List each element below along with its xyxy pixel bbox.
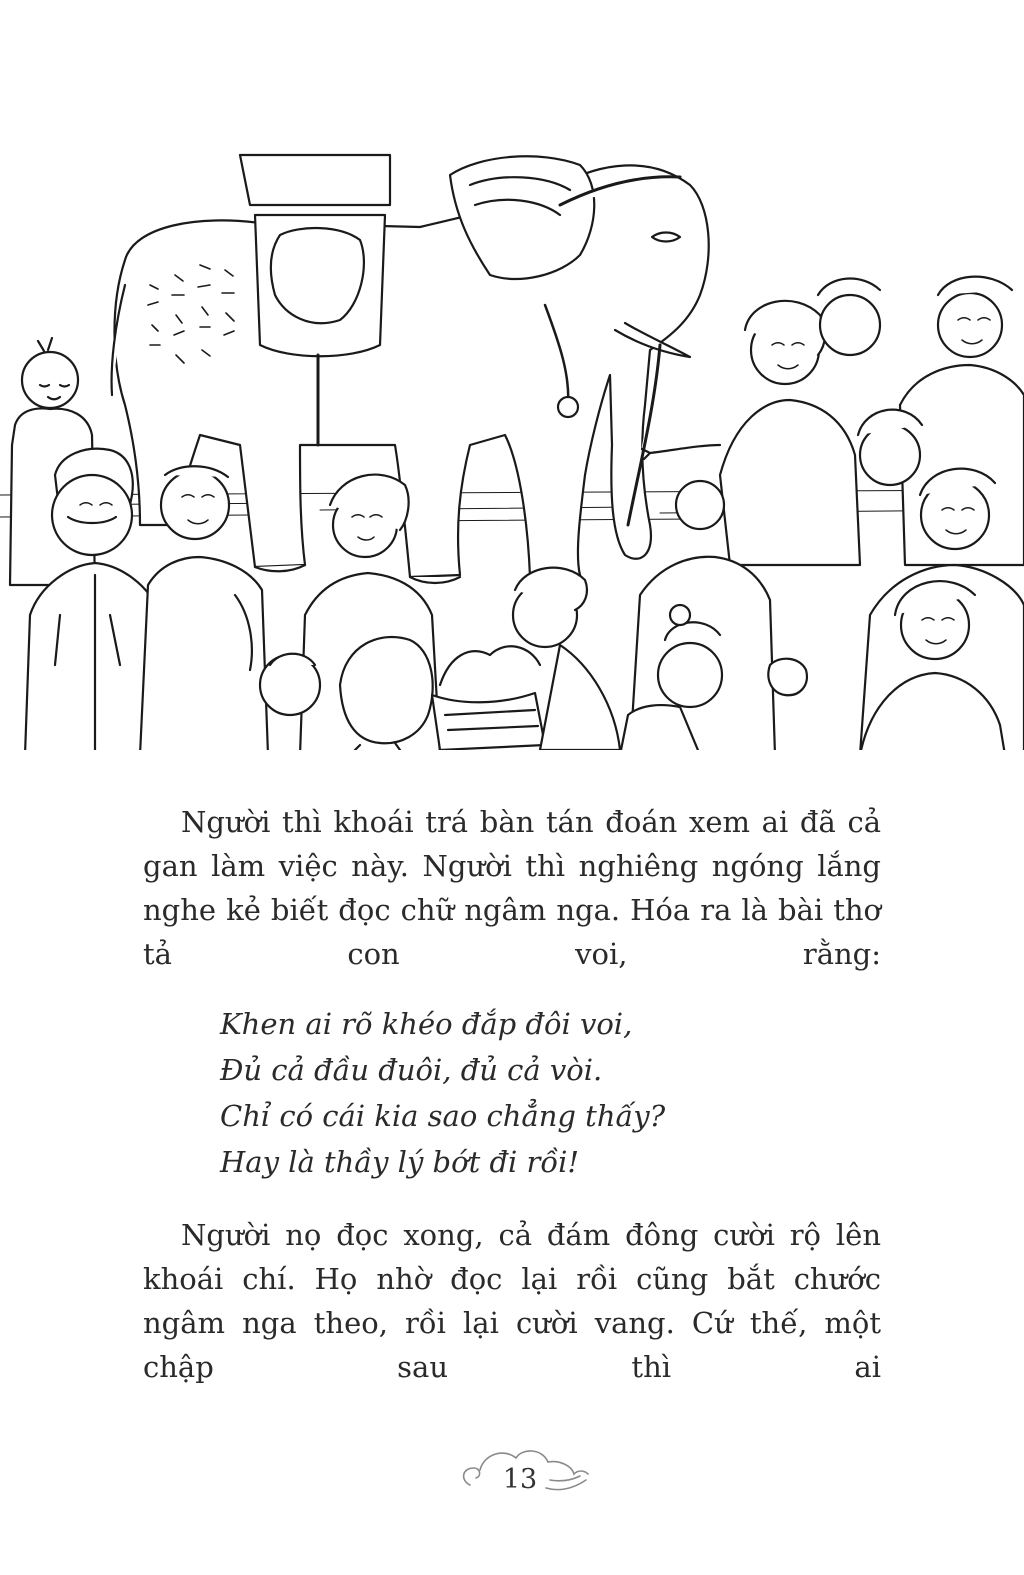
elephant-illustration <box>0 145 1024 750</box>
paragraph-2: Người nọ đọc xong, cả đám đông cười rộ lên khoái chí. Họ nhờ đọc lại rồi cũng bắt chước ngâm nga theo, rồi lại cười vang. Cứ thế, một chập sau thì ai <box>143 1218 881 1384</box>
poem <box>220 1001 881 1185</box>
poem-line-3: Chỉ có cái kia sao chẳng thấy? <box>220 1099 666 1133</box>
poem-line-4: Hay là thầy lý bớt đi rồi! <box>220 1145 580 1179</box>
elephant-crowd-drawing <box>0 145 1024 750</box>
paragraph-1: Người thì khoái trá bàn tán đoán xem ai đã cả gan làm việc này. Người thì nghiêng ngóng lắng nghe kẻ biết đọc chữ ngâm nga. Hóa ra là bài thơ tả con voi, rằng: <box>143 805 881 971</box>
body-text <box>143 800 881 1389</box>
poem-line-2: Đủ cả đầu đuôi, đủ cả vòi. <box>220 1053 603 1087</box>
poem-line-1: Khen ai rõ khéo đắp đôi voi, <box>220 1007 633 1041</box>
page-footer <box>450 1440 590 1510</box>
page-number: 13 <box>502 1464 538 1495</box>
